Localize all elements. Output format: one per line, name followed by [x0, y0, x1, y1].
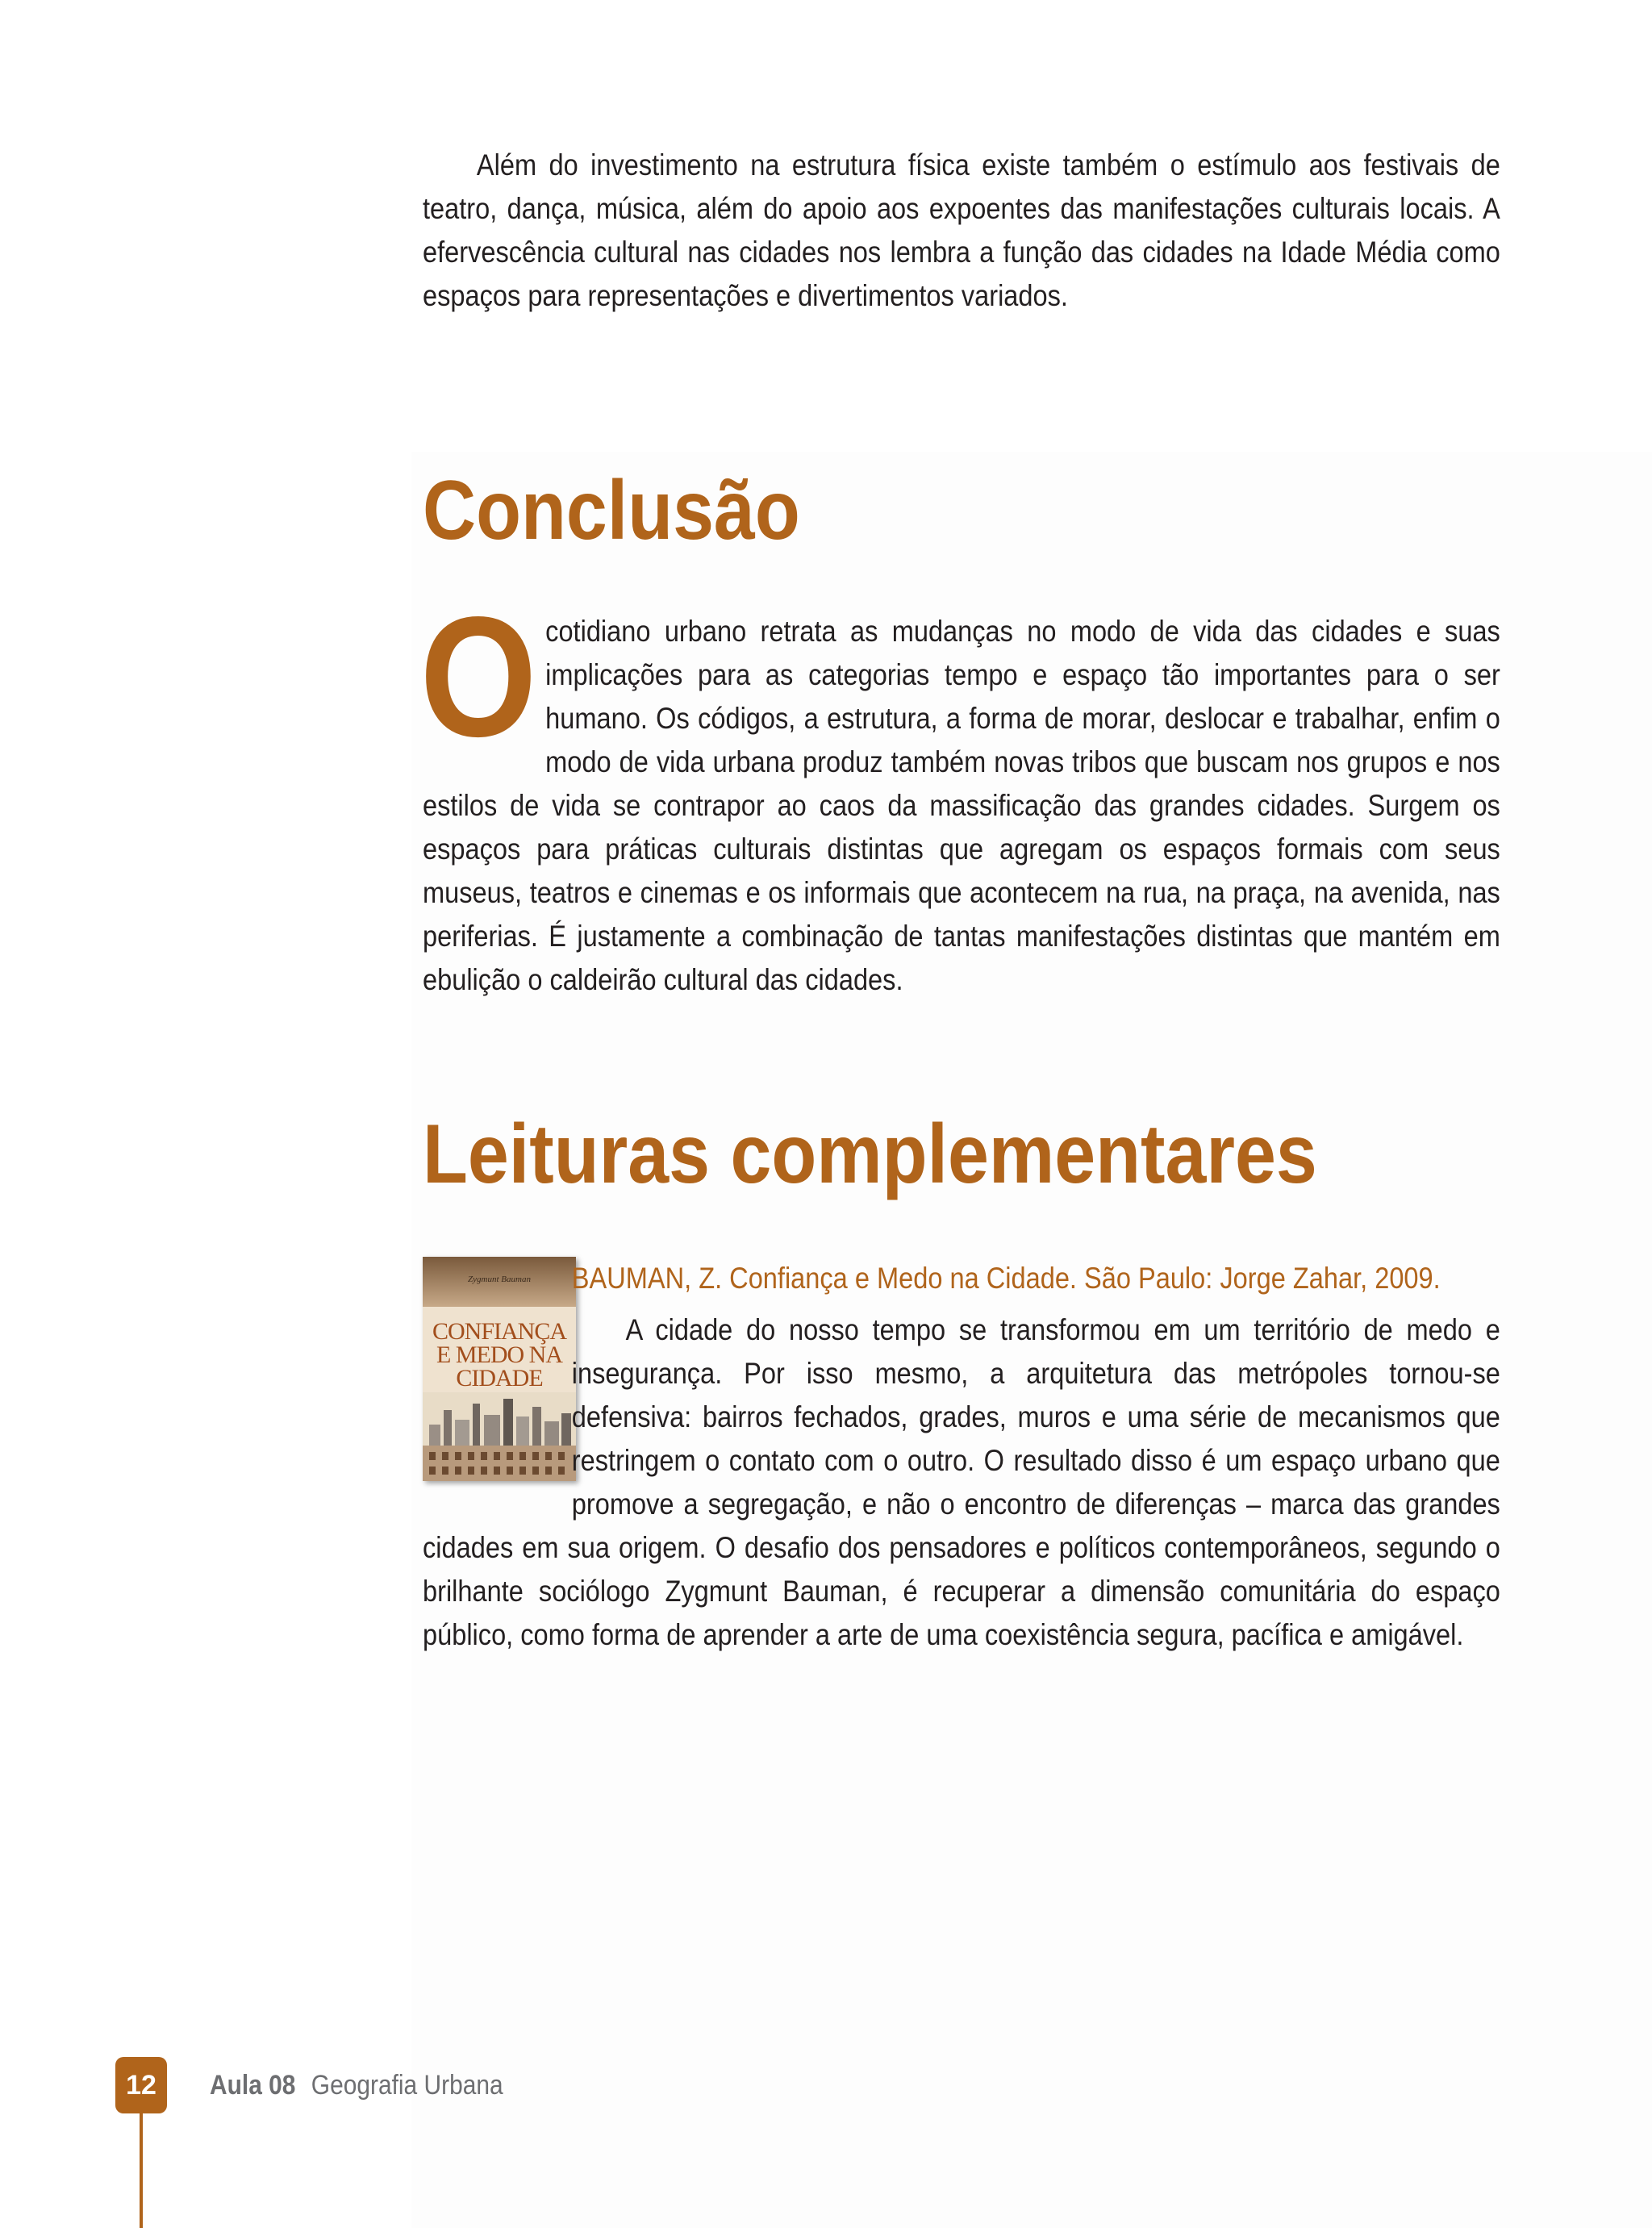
- intro-paragraph: Além do investimento na estrutura física existe também o estímulo aos festivais de teatro, dança, música, além do apoio aos expoentes das manifestações culturais locais. A efervescência cultural nas cidades nos lembra a função das cidades na Idade Média como espaços para representações e divertimentos variados.: [423, 148, 1500, 312]
- conclusion-section: [419, 581, 1500, 1002]
- intro-section: [423, 144, 1500, 318]
- footer-lesson: Aula 08: [210, 2070, 296, 2101]
- drop-cap: O: [419, 581, 537, 772]
- conclusion-body: cotidiano urbano retrata as mudanças no modo de vida das cidades e suas implicações para as categorias tempo e espaço tão importantes para o ser humano. Os códigos, a estrutura, a forma de morar, deslocar e trabalhar, enfim o modo de vida urbana produz também novas tribos que buscam nos grupos e nos estilos de vida se contrapor ao caos da massificação das grandes cidades. Surgem os espaços para práticas culturais distintas que agregam os espaços formais com seus museus, teatros e cinemas e os informais que acontecem na rua, na praça, na avenida, nas periferias. É justamente a combinação de tantas manifestações distintas que mantém em ebulição o caldeirão cultural das cidades.: [423, 615, 1500, 996]
- readings-heading: Leituras complementares: [423, 1108, 1317, 1201]
- reference-citation: BAUMAN, Z. Confiança e Medo na Cidade. São Paulo: Jorge Zahar, 2009.: [571, 1262, 1441, 1295]
- footer-running-title: [210, 2065, 503, 2105]
- cover-title: CONFIANÇA E MEDO NA CIDADE: [432, 1318, 567, 1391]
- footer-rule: [140, 2109, 143, 2228]
- footer-subject: Geografia Urbana: [311, 2070, 503, 2101]
- conclusion-heading: Conclusão: [423, 464, 800, 557]
- readings-paragraph: A cidade do nosso tempo se transformou em um território de medo e insegurança. Por isso mesmo, a arquitetura das metrópoles tornou-se defensiva: bairros fechados, grades, muros e uma série de mecanismos que restringem o contato com o outro. O resultado disso é um espaço urbano que promove a segregação, e não o encontro de diferenças – marca das grandes cidades em sua origem. O desafio dos pensadores e políticos contemporâneos, segundo o brilhante sociólogo Zygmunt Bauman, é recuperar a dimensão comunitária do espaço público, como forma de aprender a arte de uma coexistência segura, pacífica e amigável.: [423, 1313, 1500, 1651]
- cover-author: Zygmunt Bauman: [468, 1275, 531, 1284]
- readings-section: [423, 1257, 1500, 1657]
- conclusion-paragraph: [419, 581, 1500, 1002]
- page-number-badge: 12: [115, 2057, 167, 2113]
